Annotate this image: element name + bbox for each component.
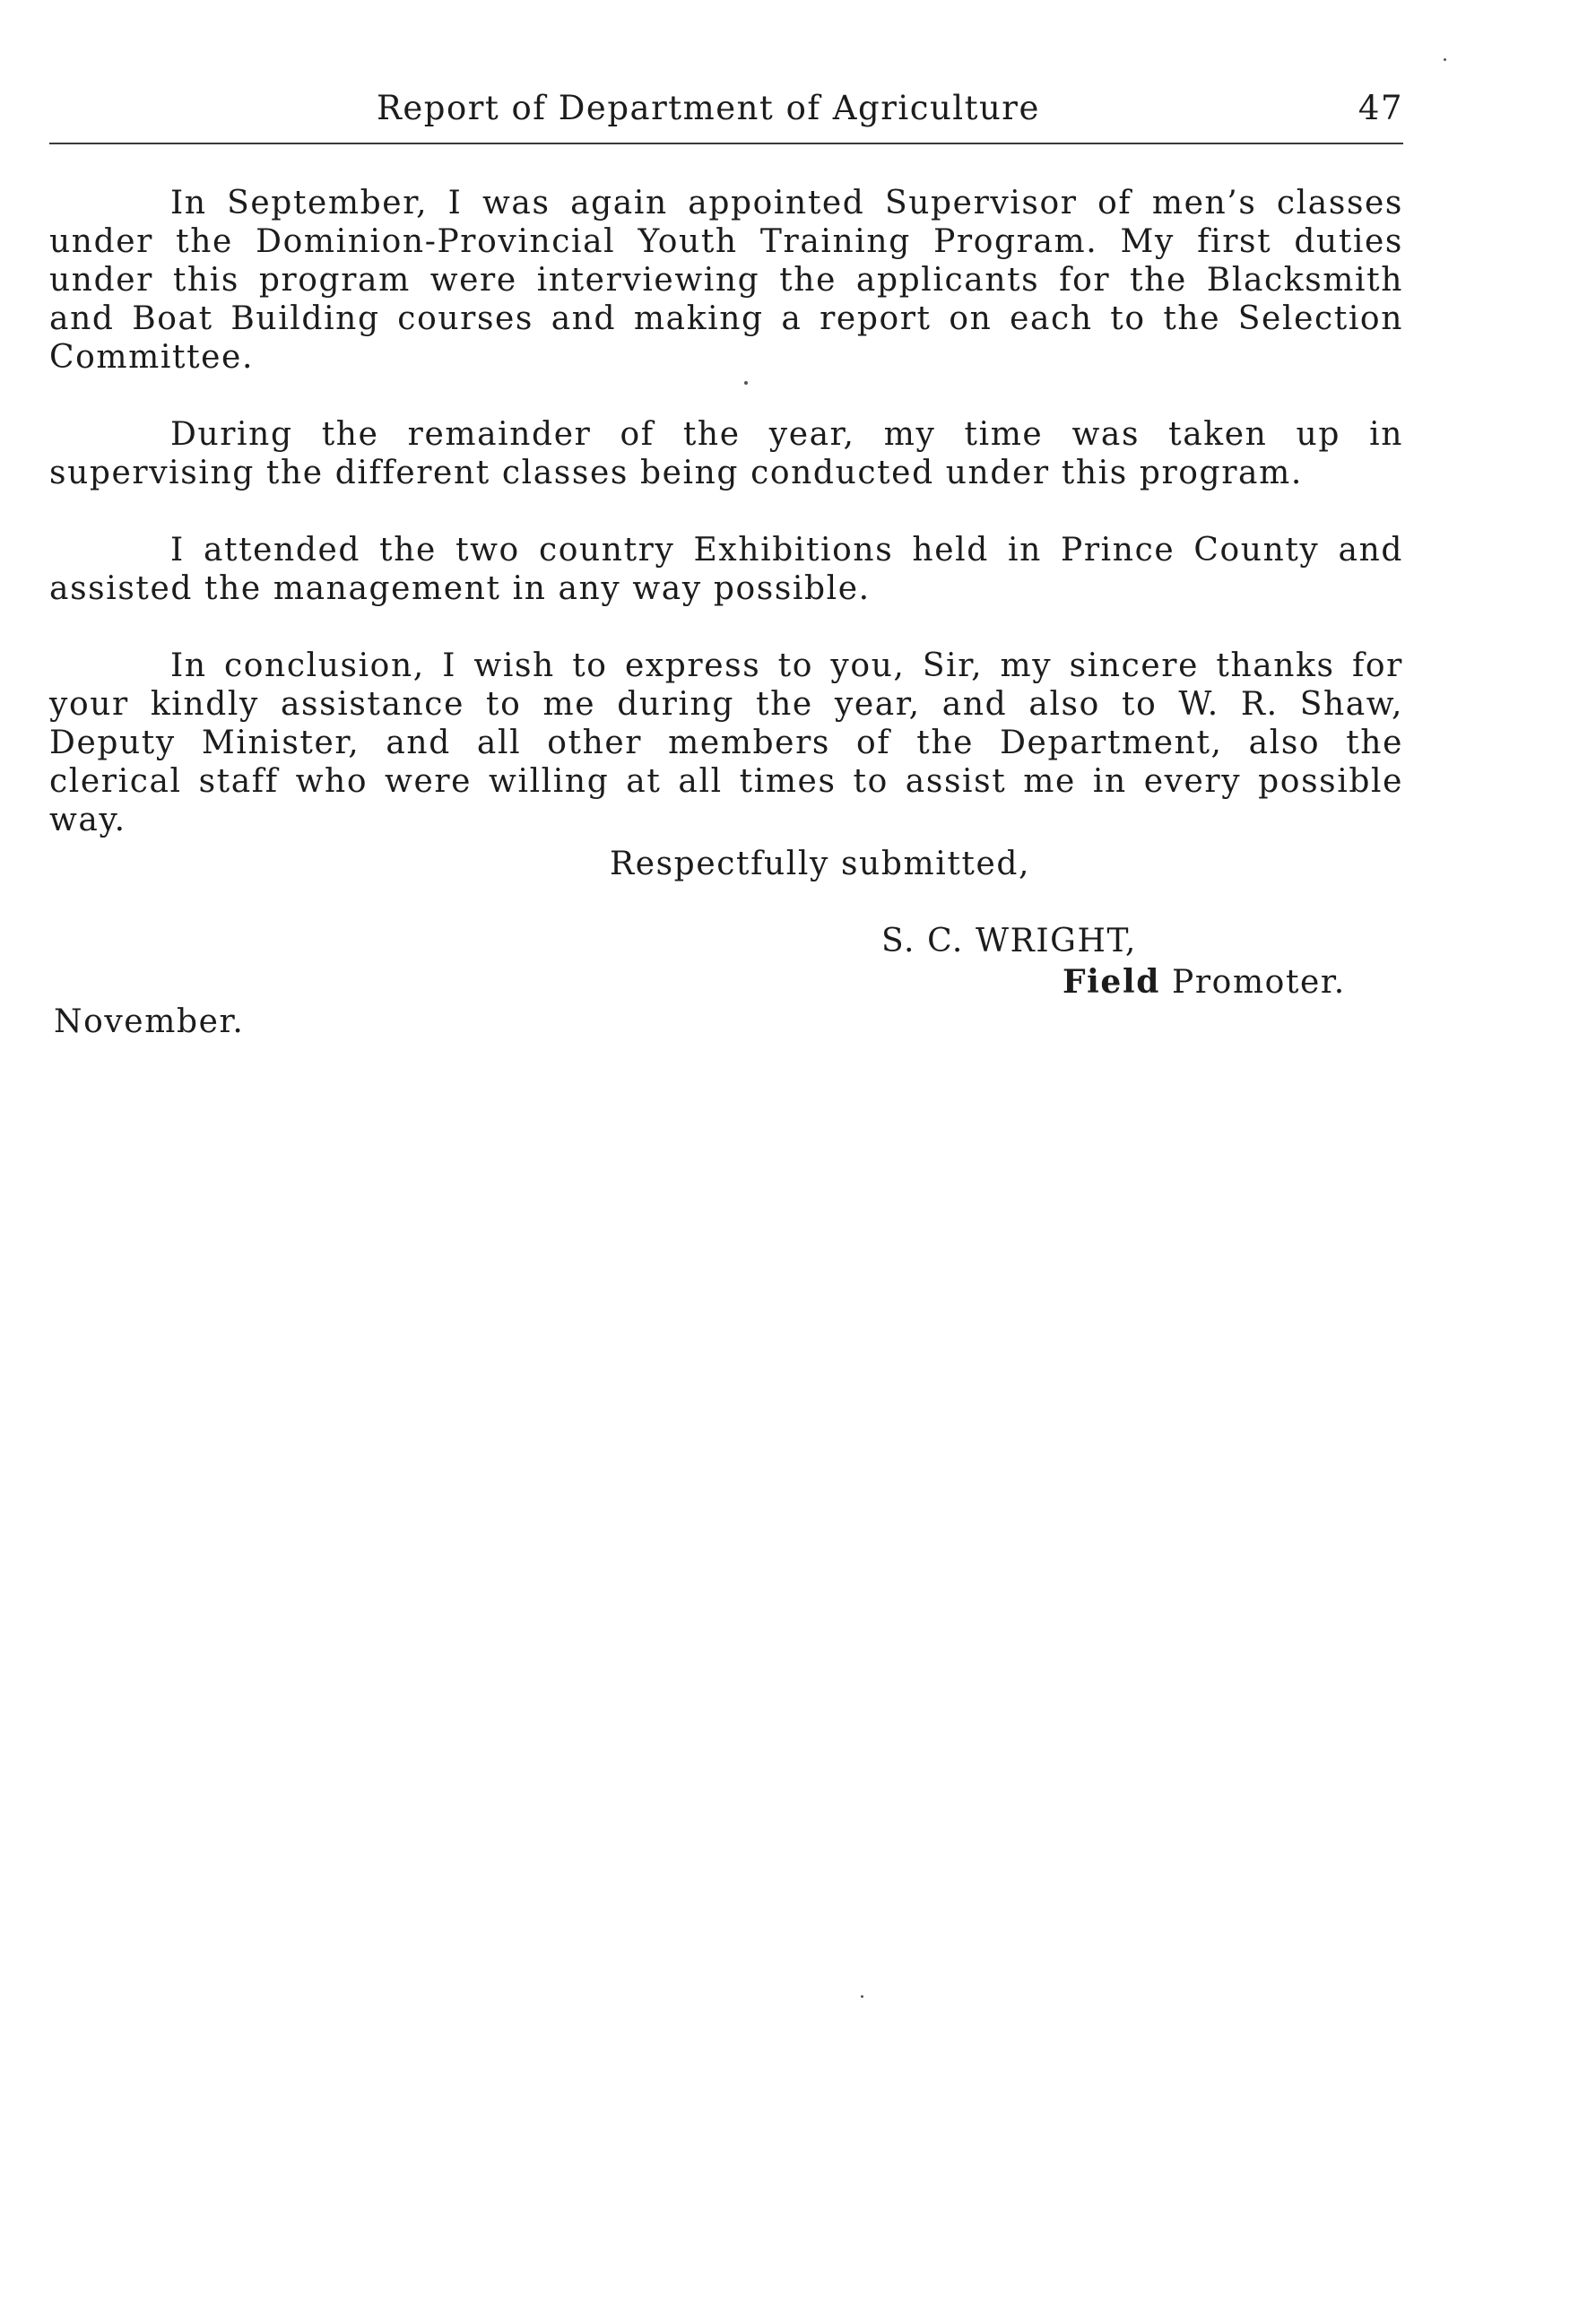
paragraph-supervising-classes: During the remainder of the year, my time was taken up in supervising the different classes being conducted under this program. [49, 416, 1403, 491]
sign-off: Respectfully submitted, [610, 846, 1031, 882]
page-number: 47 [1357, 89, 1403, 127]
closing-block [49, 846, 1403, 1093]
signer-title-rest: Promoter. [1160, 964, 1346, 1001]
signer-title-bold: Field [1063, 963, 1160, 1001]
signer-name: S. C. WRIGHT, [881, 923, 1137, 959]
date-line: November. [54, 1003, 245, 1040]
running-header [49, 85, 1403, 139]
signer-title [1063, 963, 1346, 1001]
scan-speck [744, 381, 748, 385]
scan-speck [1444, 58, 1446, 61]
scan-speck [861, 1995, 863, 1998]
paragraph-september-appointment: In September, I was again appointed Supervisor of men’s classes under the Dominion-Provincial Youth Training Program. My first duties under this program were interviewing the applicants for the Blacksmith and Boat Building courses and making a report on each to the Selection Committee. [49, 185, 1403, 376]
report-body [49, 184, 1403, 839]
header-rule [49, 143, 1403, 144]
paragraph-exhibitions: I attended the two country Exhibitions held in Prince County and assisted the management in any way possible. [49, 532, 1403, 607]
running-header-title: Report of Department of Agriculture [377, 89, 1040, 127]
paragraph-conclusion: In conclusion, I wish to express to you, Sir, my sincere thanks for your kindly assistance to me during the year, and also to W. R. Shaw, Deputy Minister, and all other members of the Department, also the clerical staff who were willing at all times to assist me in every possible way. [49, 647, 1403, 838]
report-page [49, 85, 1403, 1093]
